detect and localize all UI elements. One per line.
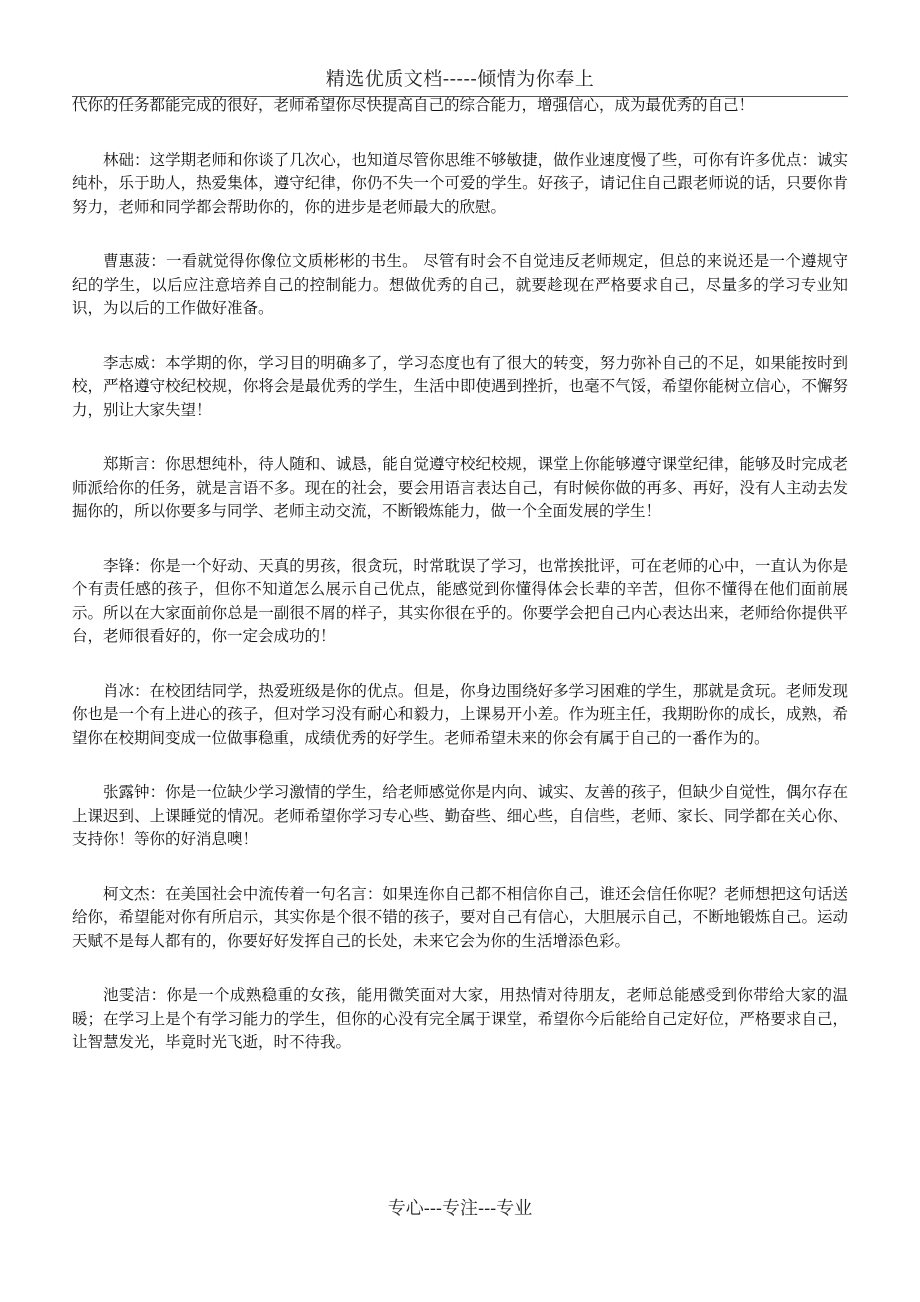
paragraph-comment: 张露钟：你是一位缺少学习激情的学生，给老师感觉你是内向、诚实、友善的孩子，但缺少自觉性，偶尔存在上课迟到、上课睡觉的情况。老师希望你学习专心些、勤奋些、细心些，自信些，老师、家长、同学都在关心你、支持你！等你的好消息噢！	[72, 783, 848, 848]
page-footer	[0, 1194, 920, 1224]
paragraph-comment: 柯文杰：在美国社会中流传着一句名言：如果连你自己都不相信你自己，谁还会信任你呢？老师想把这句话送给你，希望能对你有所启示，其实你是个很不错的孩子，要对自己有信心，大胆展示自己，不断地锻炼自己。运动天赋不是每人都有的，你要好好发挥自己的长处，未来它会为你的生活增添色彩。	[72, 884, 848, 950]
paragraph-comment: 池雯洁：你是一个成熟稳重的女孩，能用微笑面对大家，用热情对待朋友，老师总能感受到你带给大家的温暖；在学习上是个有学习能力的学生，但你的心没有完全属于课堂，希望你今后能给自己定好位，严格要求自己，让智慧发光，毕竟时光飞逝，时不待我。	[72, 986, 848, 1051]
paragraph-comment: 肖冰：在校团结同学，热爱班级是你的优点。但是，你身边围绕好多学习困难的学生，那就是贪玩。老师发现你也是一个有上进心的孩子，但对学习没有耐心和毅力，上课易开小差。作为班主任，我期盼你的成长，成熟，希望你在校期间变成一位做事稳重，成绩优秀的好学生。老师希望未来的你会有属于自己的一番作为的。	[72, 681, 848, 747]
page-header	[72, 62, 848, 97]
document-body	[72, 94, 848, 1086]
paragraph-comment: 曹惠菠：一看就觉得你像位文质彬彬的书生。 尽管有时会不自觉违反老师规定，但总的来说还是一个遵规守纪的学生，以后应注意培养自己的控制能力。想做优秀的自己，就要趁现在严格要求自己，尽量多的学习专业知识，为以后的工作做好准备。	[72, 252, 848, 317]
paragraph-comment: 李志威：本学期的你，学习目的明确多了，学习态度也有了很大的转变，努力弥补自己的不足，如果能按时到校，严格遵守校纪校规，你将会是最优秀的学生，生活中即使遇到挫折，也毫不气馁，希望你能树立信心，不懈努力，别让大家失望！	[72, 353, 848, 419]
paragraph-comment: 林础：这学期老师和你谈了几次心，也知道尽管你思维不够敏捷，做作业速度慢了些，可你有许多优点：诚实纯朴，乐于助人，热爱集体，遵守纪律，你仍不失一个可爱的学生。好孩子，请记住自己跟老师说的话，只要你肯努力，老师和同学都会帮助你的，你的进步是老师最大的欣慰。	[72, 150, 848, 216]
paragraph-comment: 郑斯言：你思想纯朴，待人随和、诚恳，能自觉遵守校纪校规，课堂上你能够遵守课堂纪律，能够及时完成老师派给你的任务，就是言语不多。现在的社会，要会用语言表达自己，有时候你做的再多、再好，没有人主动去发掘你的，所以你要多与同学、老师主动交流，不断锻炼能力，做一个全面发展的学生！	[72, 455, 848, 520]
paragraph-comment: 李锋：你是一个好动、天真的男孩，很贪玩，时常耽误了学习，也常挨批评，可在老师的心中，一直认为你是个有责任感的孩子，但你不知道怎么展示自己优点，能感觉到你懂得体会长辈的辛苦，但你不懂得在他们面前展示。所以在大家面前你总是一副很不屑的样子，其实你很在乎的。你要学会把自己内心表达出来，老师给你提供平台，老师很看好的，你一定会成功的！	[72, 556, 848, 645]
paragraph-continuation: 代你的任务都能完成的很好，老师希望你尽快提高自己的综合能力，增强信心，成为最优秀的自己！	[72, 96, 755, 114]
header-title: 精选优质文档-----倾情为你奉上	[325, 68, 595, 90]
footer-text: 专心---专注---专业	[387, 1198, 533, 1219]
